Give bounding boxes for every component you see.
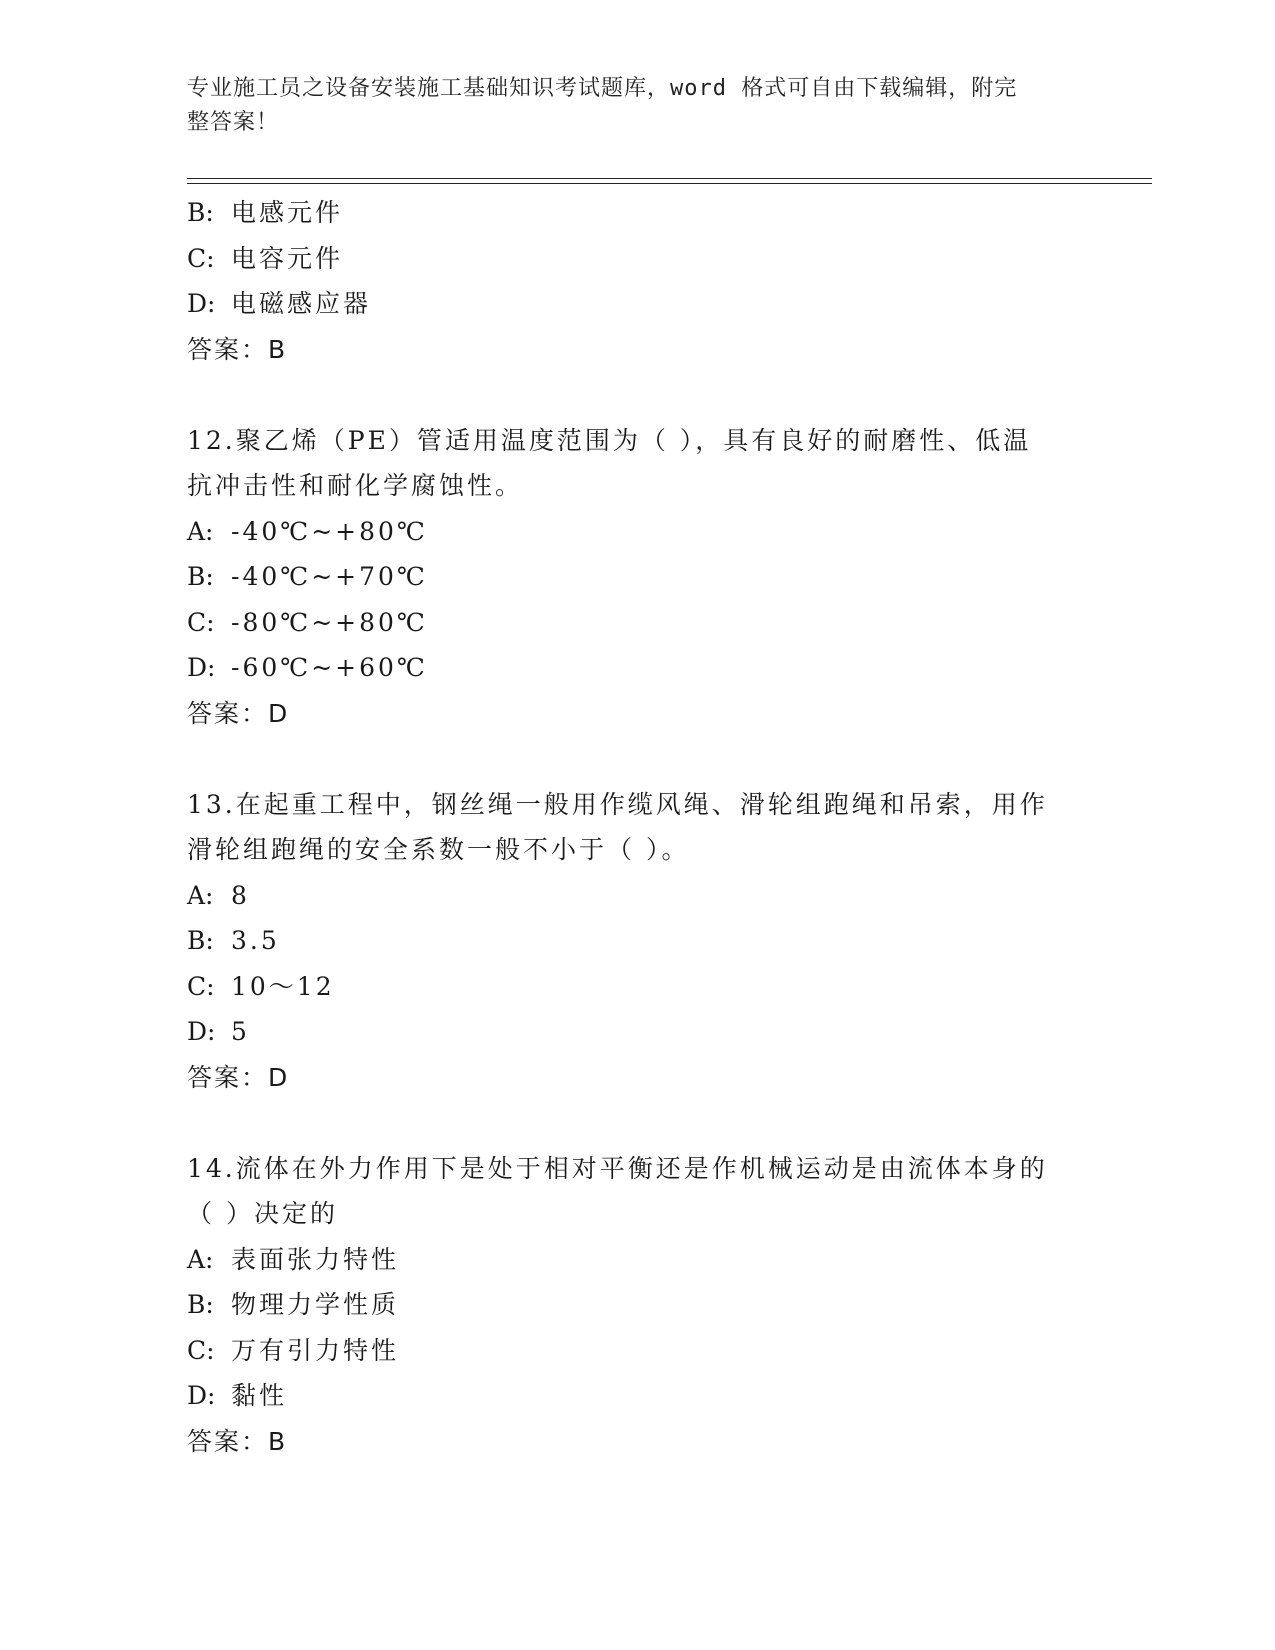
- option-letter: A:: [187, 1244, 214, 1274]
- option-a: [187, 1237, 1087, 1283]
- answer-line: 答案：D: [187, 698, 290, 728]
- answer-line: 答案：B: [187, 1426, 288, 1456]
- option-text: 万有引力特性: [231, 1335, 400, 1365]
- option-letter: D:: [187, 653, 216, 682]
- option-b: [187, 918, 1087, 964]
- question-list: [187, 190, 1087, 1464]
- header-title-line-2: 整答案！: [187, 110, 280, 135]
- header-divider-bottom: [187, 183, 1152, 184]
- question-stem-line-1: 13.在起重工程中，钢丝绳一般用作缆风绳、滑轮组跑绳和吊索，用作: [187, 789, 1048, 819]
- option-b: [187, 554, 1087, 600]
- spacer: [187, 736, 1087, 782]
- question-11-continued: [187, 190, 1087, 372]
- option-letter: A:: [187, 880, 214, 910]
- option-text: 黏性: [231, 1381, 288, 1410]
- option-letter: C:: [187, 1335, 215, 1365]
- question-stem-line-1: 14.流体在外力作用下是处于相对平衡还是作机械运动是由流体本身的: [187, 1153, 1048, 1183]
- option-text: 电容元件: [231, 243, 344, 273]
- option-d: [187, 281, 1087, 327]
- option-c: [187, 600, 1087, 646]
- option-letter: D:: [187, 1381, 216, 1410]
- question-stem-line-1: 12.聚乙烯（PE）管适用温度范围为（ ），具有良好的耐磨性、低温: [187, 425, 1032, 455]
- option-a: [187, 509, 1087, 555]
- document-header: [187, 72, 1067, 140]
- question-stem-line-2: （ ）决定的: [187, 1199, 338, 1228]
- option-text: 10～12: [231, 971, 335, 1001]
- option-text: 物理力学性质: [231, 1290, 400, 1319]
- option-letter: C:: [187, 607, 215, 637]
- option-b: [187, 1282, 1087, 1328]
- question-12: [187, 418, 1087, 737]
- spacer: [187, 1100, 1087, 1146]
- header-divider-top: [187, 178, 1152, 179]
- option-letter: D:: [187, 1017, 216, 1046]
- option-letter: B:: [187, 562, 214, 591]
- option-letter: D:: [187, 289, 216, 318]
- spacer: [187, 372, 1087, 418]
- option-letter: B:: [187, 198, 214, 227]
- option-c: [187, 1328, 1087, 1374]
- option-d: [187, 1373, 1087, 1419]
- option-text: -40℃~+80℃: [231, 516, 428, 546]
- option-text: 电磁感应器: [231, 289, 372, 318]
- option-text: -40℃~+70℃: [231, 562, 428, 591]
- answer-line: 答案：D: [187, 1062, 290, 1092]
- option-c: [187, 236, 1087, 282]
- question-14: [187, 1146, 1087, 1465]
- option-text: 电感元件: [231, 198, 344, 227]
- question-13: [187, 782, 1087, 1101]
- header-title-line-1: 专业施工员之设备安装施工基础知识考试题库，word 格式可自由下载编辑，附完: [187, 76, 1018, 101]
- option-letter: C:: [187, 971, 215, 1001]
- question-stem-line-2: 抗冲击性和耐化学腐蚀性。: [187, 471, 524, 500]
- option-b: [187, 190, 1087, 236]
- option-letter: B:: [187, 1290, 214, 1319]
- option-text: 3.5: [231, 926, 280, 955]
- option-d: [187, 1009, 1087, 1055]
- option-d: [187, 645, 1087, 691]
- answer-line: 答案：B: [187, 334, 288, 364]
- option-a: [187, 873, 1087, 919]
- option-letter: B:: [187, 926, 214, 955]
- option-text: 表面张力特性: [231, 1244, 400, 1274]
- option-letter: A:: [187, 516, 214, 546]
- option-text: 8: [231, 880, 250, 910]
- option-text: -80℃~+80℃: [231, 607, 428, 637]
- option-text: -60℃~+60℃: [231, 653, 428, 682]
- option-text: 5: [231, 1017, 250, 1046]
- question-stem-line-2: 滑轮组跑绳的安全系数一般不小于（ ）。: [187, 835, 690, 864]
- option-letter: C:: [187, 243, 215, 273]
- option-c: [187, 964, 1087, 1010]
